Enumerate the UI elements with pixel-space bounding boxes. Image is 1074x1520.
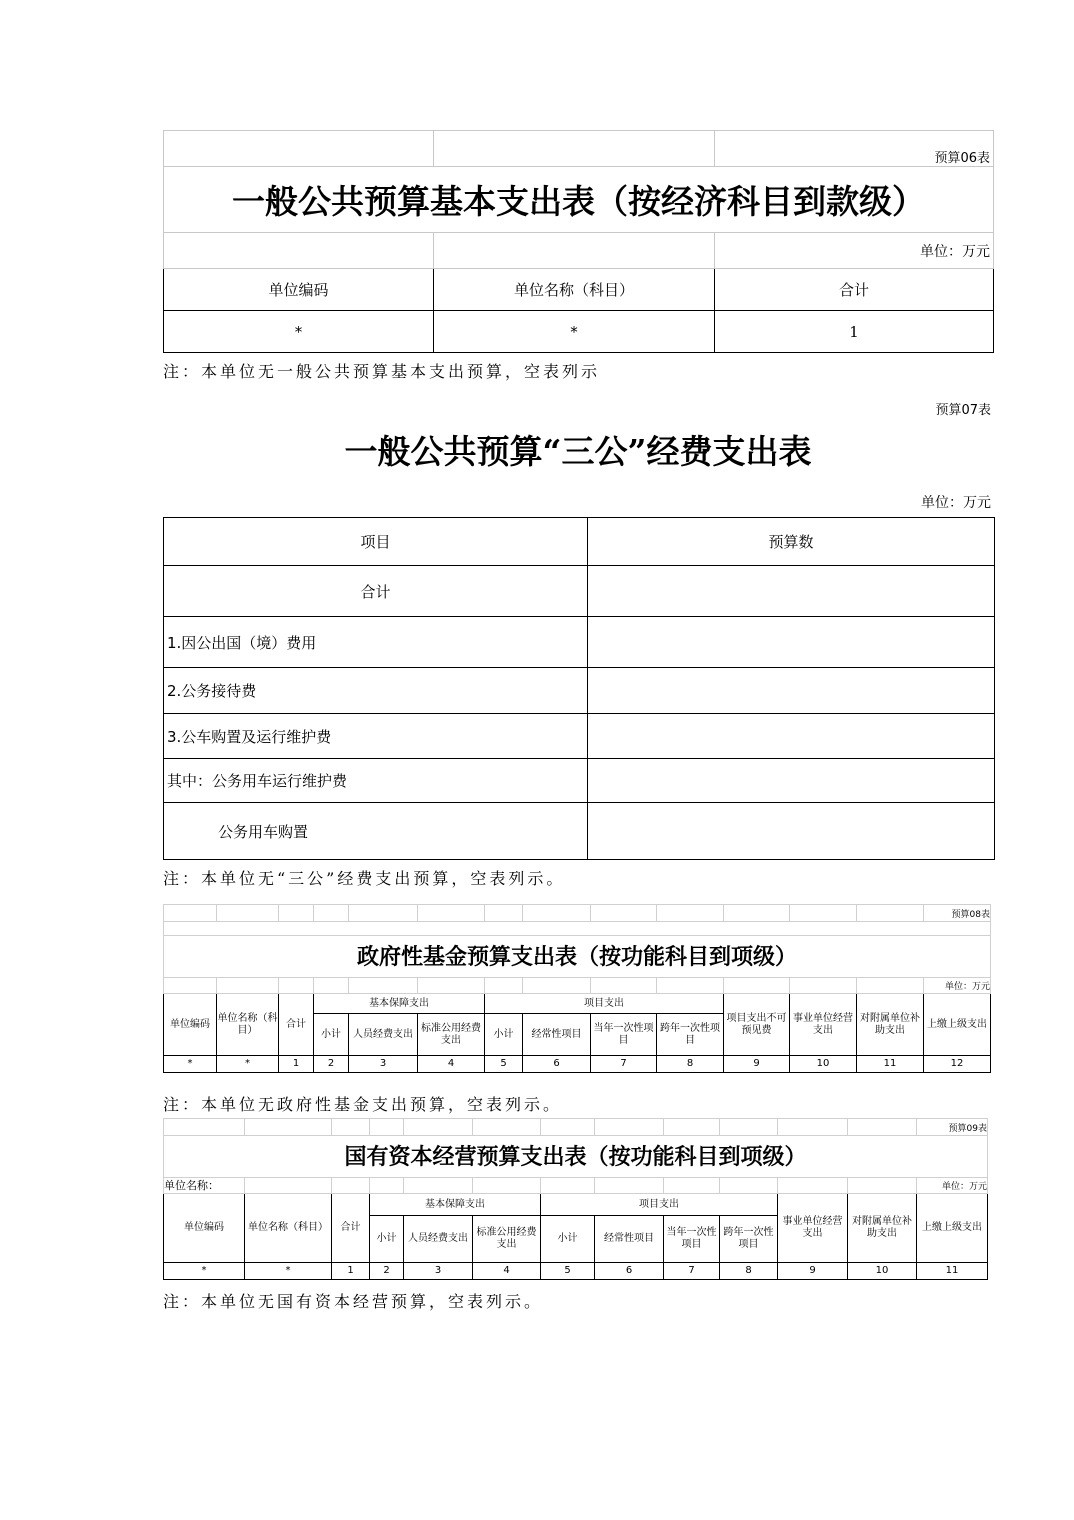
budget-table-09 — [163, 1118, 988, 1280]
header-cell: 合计 — [332, 1194, 370, 1263]
data-cell: 1 — [715, 311, 994, 353]
header-cell: 单位名称（科目） — [245, 1194, 332, 1263]
row-label: 合计 — [164, 566, 588, 617]
row-label: 1.因公出国（境）费用 — [164, 617, 588, 668]
row-label: 2.公务接待费 — [164, 668, 588, 714]
table-note: 注：本单位无“三公”经费支出预算，空表列示。 — [163, 869, 566, 888]
data-cell: * — [245, 1263, 332, 1280]
row-label: 其中：公务用车运行维护费 — [164, 759, 588, 803]
data-cell: 1 — [332, 1263, 370, 1280]
data-cell: 4 — [418, 1056, 485, 1073]
header-cell: 合计 — [715, 269, 994, 311]
header-cell: 上缴上级支出 — [917, 1194, 988, 1263]
header-cell: 小计 — [314, 1014, 349, 1056]
table-title: 国有资本经营预算支出表（按功能科目到项级） — [164, 1136, 988, 1178]
grid-cell — [164, 131, 434, 167]
header-cell: 单位编码 — [164, 994, 217, 1056]
data-cell: 10 — [848, 1263, 917, 1280]
header-cell: 跨年一次性项目 — [657, 1014, 724, 1056]
header-cell: 小计 — [370, 1216, 404, 1263]
data-cell: 4 — [473, 1263, 541, 1280]
header-cell: 对附属单位补助支出 — [857, 994, 924, 1056]
data-cell: * — [164, 311, 434, 353]
data-cell: 9 — [778, 1263, 848, 1280]
data-cell: * — [434, 311, 715, 353]
header-cell: 合计 — [279, 994, 314, 1056]
data-cell: 1 — [279, 1056, 314, 1073]
grid-cell — [434, 233, 715, 269]
data-cell: 9 — [724, 1056, 790, 1073]
header-cell: 事业单位经营支出 — [778, 1194, 848, 1263]
header-cell: 小计 — [541, 1216, 595, 1263]
budget-table-06 — [163, 130, 994, 353]
header-cell: 基本保障支出 — [370, 1194, 541, 1216]
header-cell: 小计 — [485, 1014, 523, 1056]
data-cell: 7 — [664, 1263, 720, 1280]
table-title: 一般公共预算“三公”经费支出表 — [344, 432, 812, 471]
data-cell: 3 — [349, 1056, 418, 1073]
header-cell: 人员经费支出 — [349, 1014, 418, 1056]
table-note: 注：本单位无国有资本经营预算，空表列示。 — [163, 1292, 544, 1311]
header-cell: 对附属单位补助支出 — [848, 1194, 917, 1263]
row-label: 公务用车购置 — [164, 803, 588, 860]
table-tag: 预算09表 — [917, 1119, 988, 1136]
grid-cell — [164, 233, 434, 269]
data-cell: 12 — [924, 1056, 991, 1073]
data-cell: * — [217, 1056, 279, 1073]
data-cell: 11 — [857, 1056, 924, 1073]
data-cell: 2 — [314, 1056, 349, 1073]
header-cell: 单位编码 — [164, 269, 434, 311]
header-cell: 项目 — [164, 518, 588, 566]
data-cell: 5 — [485, 1056, 523, 1073]
table-note: 注：本单位无政府性基金支出预算，空表列示。 — [163, 1095, 563, 1114]
grid-cell — [434, 131, 715, 167]
data-cell: 8 — [657, 1056, 724, 1073]
unit-label: 单位：万元 — [715, 233, 994, 269]
data-cell: 10 — [790, 1056, 857, 1073]
header-cell: 项目支出 — [485, 994, 724, 1014]
header-cell: 人员经费支出 — [404, 1216, 473, 1263]
header-cell: 标准公用经费支出 — [418, 1014, 485, 1056]
unit-label: 单位：万元 — [924, 978, 991, 994]
header-cell: 单位编码 — [164, 1194, 245, 1263]
unit-label: 单位：万元 — [921, 495, 991, 511]
header-cell: 预算数 — [588, 518, 995, 566]
header-cell: 标准公用经费支出 — [473, 1216, 541, 1263]
row-label: 3.公车购置及运行维护费 — [164, 714, 588, 759]
table-tag: 预算08表 — [924, 905, 991, 922]
table-title: 政府性基金预算支出表（按功能科目到项级） — [164, 936, 991, 978]
header-cell: 上缴上级支出 — [924, 994, 991, 1056]
data-cell — [588, 803, 995, 860]
header-cell: 经常性项目 — [523, 1014, 591, 1056]
data-cell: 5 — [541, 1263, 595, 1280]
unit-label: 单位：万元 — [917, 1178, 988, 1194]
budget-table-07 — [163, 517, 995, 860]
data-cell — [588, 759, 995, 803]
data-cell: 2 — [370, 1263, 404, 1280]
data-cell: 8 — [720, 1263, 778, 1280]
data-cell: 6 — [595, 1263, 664, 1280]
header-cell: 单位名称（科目） — [434, 269, 715, 311]
header-cell: 当年一次性项目 — [591, 1014, 657, 1056]
header-cell: 当年一次性项目 — [664, 1216, 720, 1263]
data-cell — [588, 668, 995, 714]
data-cell: 3 — [404, 1263, 473, 1280]
header-cell: 项目支出 — [541, 1194, 778, 1216]
header-cell: 项目支出不可预见费 — [724, 994, 790, 1056]
data-cell: 7 — [591, 1056, 657, 1073]
data-cell — [588, 617, 995, 668]
unit-name-label: 单位名称： — [164, 1178, 245, 1194]
data-cell — [588, 566, 995, 617]
data-cell: * — [164, 1263, 245, 1280]
table-title: 一般公共预算基本支出表（按经济科目到款级） — [164, 167, 994, 233]
header-cell: 单位名称（科目） — [217, 994, 279, 1056]
data-cell — [588, 714, 995, 759]
data-cell: 11 — [917, 1263, 988, 1280]
header-cell: 事业单位经营支出 — [790, 994, 857, 1056]
table-note: 注：本单位无一般公共预算基本支出预算，空表列示 — [163, 362, 601, 381]
budget-table-08 — [163, 904, 991, 1073]
data-cell: * — [164, 1056, 217, 1073]
table-tag: 预算07表 — [935, 403, 991, 418]
data-cell: 6 — [523, 1056, 591, 1073]
header-cell: 经常性项目 — [595, 1216, 664, 1263]
header-cell: 跨年一次性项目 — [720, 1216, 778, 1263]
header-cell: 基本保障支出 — [314, 994, 485, 1014]
table-tag: 预算06表 — [715, 131, 994, 167]
